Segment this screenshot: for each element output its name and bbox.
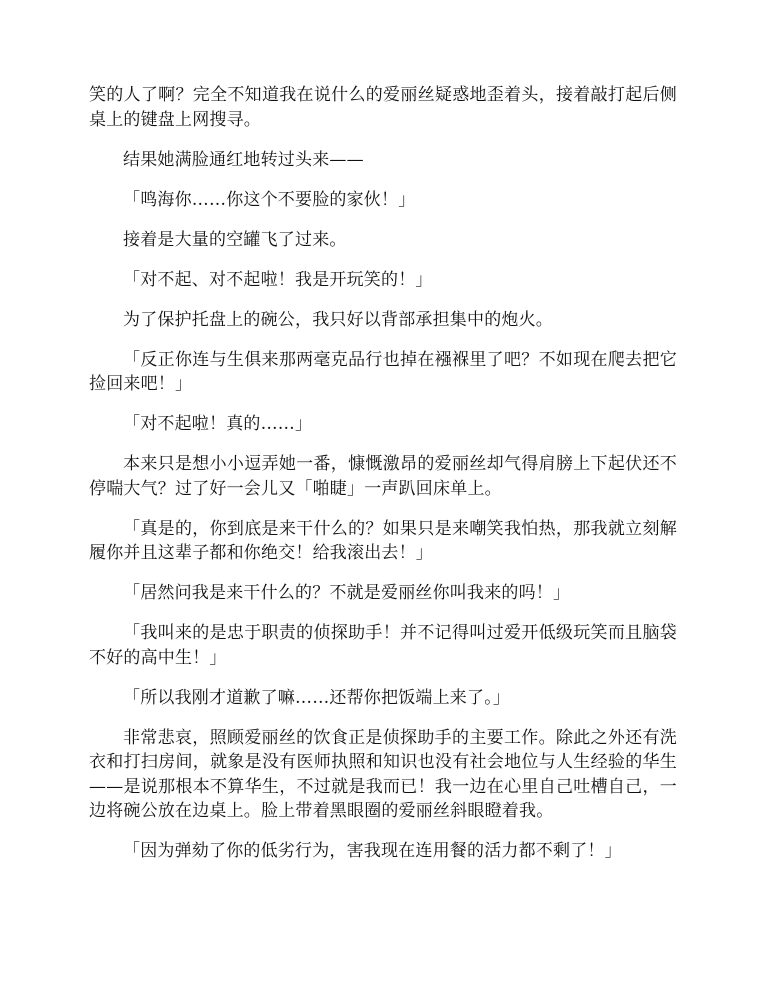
paragraph: 接着是大量的空罐飞了过来。 [123, 229, 347, 250]
dialogue-paragraph: 「对不起、对不起啦！我是开玩笑的！」 [123, 269, 433, 290]
paragraph: 为了保护托盘上的碗公，我只好以背部承担集中的炮火。 [123, 309, 553, 330]
paragraph: 笑的人了啊？完全不知道我在说什么的爱丽丝疑惑地歪着头，接着敲打起后侧桌上的键盘上网搜寻。 [89, 85, 677, 130]
dialogue-paragraph: 「因为弹劾了你的低劣行为，害我现在连用餐的活力都不剩了！」 [123, 841, 622, 861]
paragraph: 结果她满脸通红地转过头来—— [123, 149, 364, 170]
dialogue-paragraph: 「对不起啦！真的……」 [123, 414, 313, 434]
body-text [89, 83, 677, 879]
dialogue-paragraph: 「反正你连与生俱来那两毫克品行也掉在襁褓里了吧？不如现在爬去把它捡回来吧！」 [89, 349, 677, 394]
paragraph: 非常悲哀，照顾爱丽丝的饮食正是侦探助手的主要工作。除此之外还有洗衣和打扫房间，就象是没有医师执照和知识也没有社会地位与人生经验的华生——是说那根本不算华生，不过就是我而已！我一边在心里自己吐槽自己，一边将碗公放在边桌上。脸上带着黑眼圈的爱丽丝斜眼瞪着我。 [89, 727, 677, 821]
dialogue-paragraph: 「真是的，你到底是来干什么的？如果只是来嘲笑我怕热，那我就立刻解履你并且这辈子都和你绝交！给我滚出去！」 [89, 518, 677, 563]
dialogue-paragraph: 「我叫来的是忠于职责的侦探助手！并不记得叫过爱开低级玩笑而且脑袋不好的高中生！」 [89, 623, 677, 668]
dialogue-paragraph: 「所以我刚才道歉了嘛……还帮你把饭端上来了。」 [123, 687, 511, 708]
paragraph: 本来只是想小小逗弄她一番，慷慨激昂的爱丽丝却气得肩膀上下起伏还不停喘大气？过了好一会儿又「啪睫」一声趴回床单上。 [89, 454, 677, 499]
dialogue-paragraph: 「居然问我是来干什么的？不就是爱丽丝你叫我来的吗！」 [123, 583, 571, 603]
dialogue-paragraph: 「鸣海你……你这个不要脸的家伙！」 [123, 189, 416, 210]
